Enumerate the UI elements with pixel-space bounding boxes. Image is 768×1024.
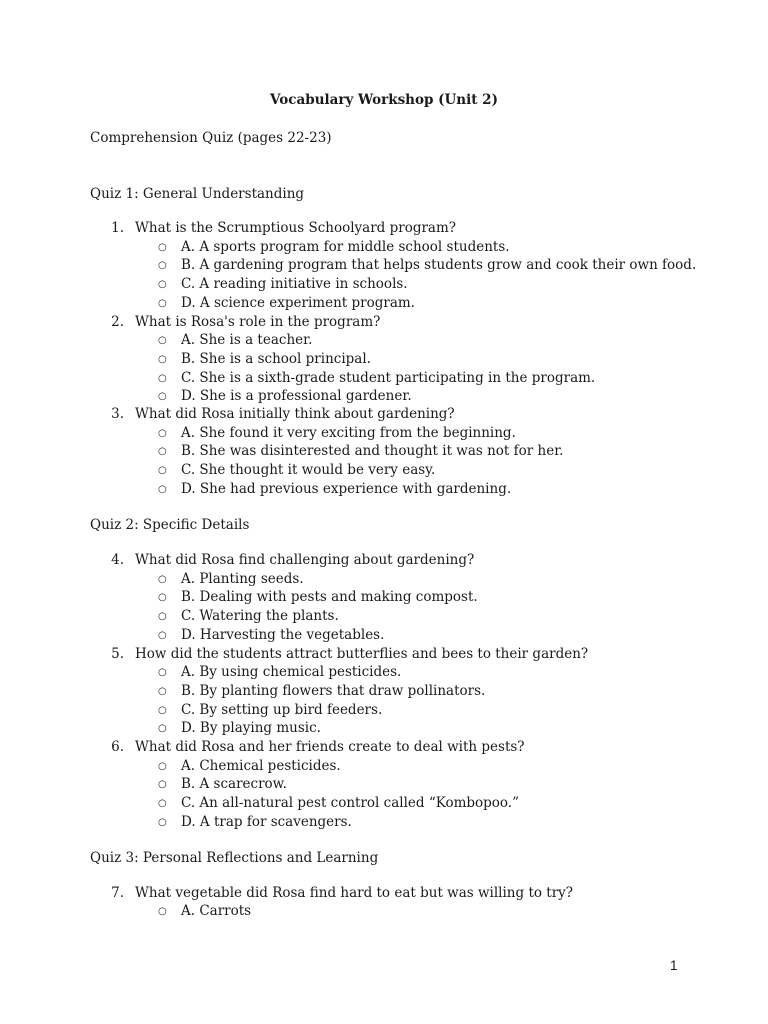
hollow-circle-bullet-icon: ○ bbox=[158, 798, 167, 810]
answer-option bbox=[0, 424, 768, 443]
hollow-circle-bullet-icon: ○ bbox=[158, 573, 167, 585]
question-number: 7. bbox=[111, 884, 124, 901]
document-subtitle: Comprehension Quiz (pages 22-23) bbox=[90, 130, 332, 146]
hollow-circle-bullet-icon: ○ bbox=[158, 335, 167, 347]
question-line bbox=[0, 645, 768, 664]
answer-option-text: D. A science experiment program. bbox=[181, 294, 415, 311]
answer-option bbox=[0, 461, 768, 480]
question-text: What did Rosa find challenging about gardening? bbox=[135, 552, 475, 568]
answer-option bbox=[0, 663, 768, 682]
hollow-circle-bullet-icon: ○ bbox=[158, 297, 167, 309]
question-1 bbox=[0, 219, 768, 312]
hollow-circle-bullet-icon: ○ bbox=[158, 629, 167, 641]
answer-option bbox=[0, 588, 768, 607]
answer-option bbox=[0, 775, 768, 794]
answer-option bbox=[0, 294, 768, 313]
hollow-circle-bullet-icon: ○ bbox=[158, 391, 167, 403]
question-number: 4. bbox=[111, 552, 124, 568]
answer-option bbox=[0, 387, 768, 406]
answer-option bbox=[0, 902, 768, 921]
hollow-circle-bullet-icon: ○ bbox=[158, 906, 167, 918]
answer-option-text: D. She had previous experience with gardening. bbox=[181, 480, 512, 497]
question-line bbox=[0, 738, 768, 757]
question-text: How did the students attract butterflies and bees to their garden? bbox=[135, 645, 589, 662]
answer-option bbox=[0, 238, 768, 257]
question-3 bbox=[0, 405, 768, 498]
answer-option-text: D. A trap for scavengers. bbox=[181, 813, 352, 830]
answer-option bbox=[0, 813, 768, 832]
answer-option bbox=[0, 331, 768, 350]
page-number: 1 bbox=[670, 958, 678, 973]
question-number: 1. bbox=[111, 220, 124, 236]
hollow-circle-bullet-icon: ○ bbox=[158, 353, 167, 365]
answer-option bbox=[0, 607, 768, 626]
hollow-circle-bullet-icon: ○ bbox=[158, 483, 167, 495]
answer-option-text: A. Carrots bbox=[181, 903, 252, 920]
section-heading-quiz-2: Quiz 2: Specific Details bbox=[90, 517, 250, 533]
hollow-circle-bullet-icon: ○ bbox=[158, 260, 167, 272]
hollow-circle-bullet-icon: ○ bbox=[158, 667, 167, 679]
answer-option-text: A. By using chemical pesticides. bbox=[181, 664, 402, 681]
answer-option-text: A. Planting seeds. bbox=[181, 570, 304, 587]
answer-option-text: D. Harvesting the vegetables. bbox=[181, 626, 385, 643]
hollow-circle-bullet-icon: ○ bbox=[158, 427, 167, 439]
answer-option bbox=[0, 757, 768, 776]
document-title: Vocabulary Workshop (Unit 2) bbox=[270, 92, 498, 108]
question-4 bbox=[0, 551, 768, 644]
answer-option-text: B. She is a school principal. bbox=[181, 350, 371, 367]
answer-option-text: B. A scarecrow. bbox=[181, 776, 287, 793]
section-heading-quiz-3: Quiz 3: Personal Reflections and Learning bbox=[90, 850, 379, 866]
answer-option-text: C. She thought it would be very easy. bbox=[181, 462, 436, 479]
answer-option bbox=[0, 369, 768, 388]
answer-option bbox=[0, 350, 768, 369]
section-heading-quiz-1: Quiz 1: General Understanding bbox=[90, 186, 305, 202]
answer-option-text: A. She found it very exciting from the beginning. bbox=[181, 424, 516, 441]
hollow-circle-bullet-icon: ○ bbox=[158, 465, 167, 477]
answer-option-text: C. She is a sixth-grade student participating in the program. bbox=[181, 369, 596, 386]
answer-option-text: B. She was disinterested and thought it was not for her. bbox=[181, 443, 564, 460]
answer-option bbox=[0, 570, 768, 589]
answer-option bbox=[0, 480, 768, 499]
question-text: What is the Scrumptious Schoolyard program? bbox=[135, 220, 457, 236]
hollow-circle-bullet-icon: ○ bbox=[158, 685, 167, 697]
answer-option-text: C. By setting up bird feeders. bbox=[181, 701, 383, 718]
hollow-circle-bullet-icon: ○ bbox=[158, 779, 167, 791]
hollow-circle-bullet-icon: ○ bbox=[158, 816, 167, 828]
question-text: What is Rosa's role in the program? bbox=[135, 313, 381, 330]
hollow-circle-bullet-icon: ○ bbox=[158, 760, 167, 772]
answer-option-text: C. An all-natural pest control called “Kombopoo.” bbox=[181, 795, 520, 812]
question-line bbox=[0, 313, 768, 332]
question-number: 3. bbox=[111, 406, 124, 422]
answer-option-text: A. Chemical pesticides. bbox=[181, 757, 341, 774]
answer-option-text: D. She is a professional gardener. bbox=[181, 388, 412, 405]
answer-option bbox=[0, 626, 768, 645]
question-number: 5. bbox=[111, 645, 124, 662]
hollow-circle-bullet-icon: ○ bbox=[158, 241, 167, 253]
hollow-circle-bullet-icon: ○ bbox=[158, 592, 167, 604]
answer-option bbox=[0, 682, 768, 701]
answer-option-text: A. She is a teacher. bbox=[181, 332, 313, 349]
answer-option bbox=[0, 794, 768, 813]
answer-option bbox=[0, 275, 768, 294]
question-text: What did Rosa initially think about gardening? bbox=[135, 406, 455, 422]
answer-option-text: A. A sports program for middle school students. bbox=[181, 238, 510, 255]
answer-option bbox=[0, 701, 768, 720]
answer-option bbox=[0, 719, 768, 738]
answer-option-text: C. A reading initiative in schools. bbox=[181, 276, 408, 293]
answer-option bbox=[0, 442, 768, 461]
answer-option-text: B. Dealing with pests and making compost. bbox=[181, 589, 478, 606]
hollow-circle-bullet-icon: ○ bbox=[158, 704, 167, 716]
answer-option-text: C. Watering the plants. bbox=[181, 608, 339, 625]
question-number: 6. bbox=[111, 739, 124, 755]
answer-option bbox=[0, 256, 768, 275]
question-line bbox=[0, 219, 768, 238]
answer-option-text: D. By playing music. bbox=[181, 720, 321, 737]
question-7 bbox=[0, 884, 768, 921]
hollow-circle-bullet-icon: ○ bbox=[158, 279, 167, 291]
question-text: What vegetable did Rosa find hard to eat but was willing to try? bbox=[135, 884, 574, 901]
question-5 bbox=[0, 645, 768, 738]
answer-option-text: B. By planting flowers that draw pollinators. bbox=[181, 682, 486, 699]
answer-option-text: B. A gardening program that helps students grow and cook their own food. bbox=[181, 257, 697, 274]
question-text: What did Rosa and her friends create to deal with pests? bbox=[135, 739, 525, 755]
hollow-circle-bullet-icon: ○ bbox=[158, 372, 167, 384]
question-number: 2. bbox=[111, 313, 124, 330]
question-line bbox=[0, 405, 768, 424]
question-line bbox=[0, 884, 768, 903]
question-6 bbox=[0, 738, 768, 831]
hollow-circle-bullet-icon: ○ bbox=[158, 446, 167, 458]
hollow-circle-bullet-icon: ○ bbox=[158, 723, 167, 735]
hollow-circle-bullet-icon: ○ bbox=[158, 611, 167, 623]
question-line bbox=[0, 551, 768, 570]
question-2 bbox=[0, 313, 768, 406]
